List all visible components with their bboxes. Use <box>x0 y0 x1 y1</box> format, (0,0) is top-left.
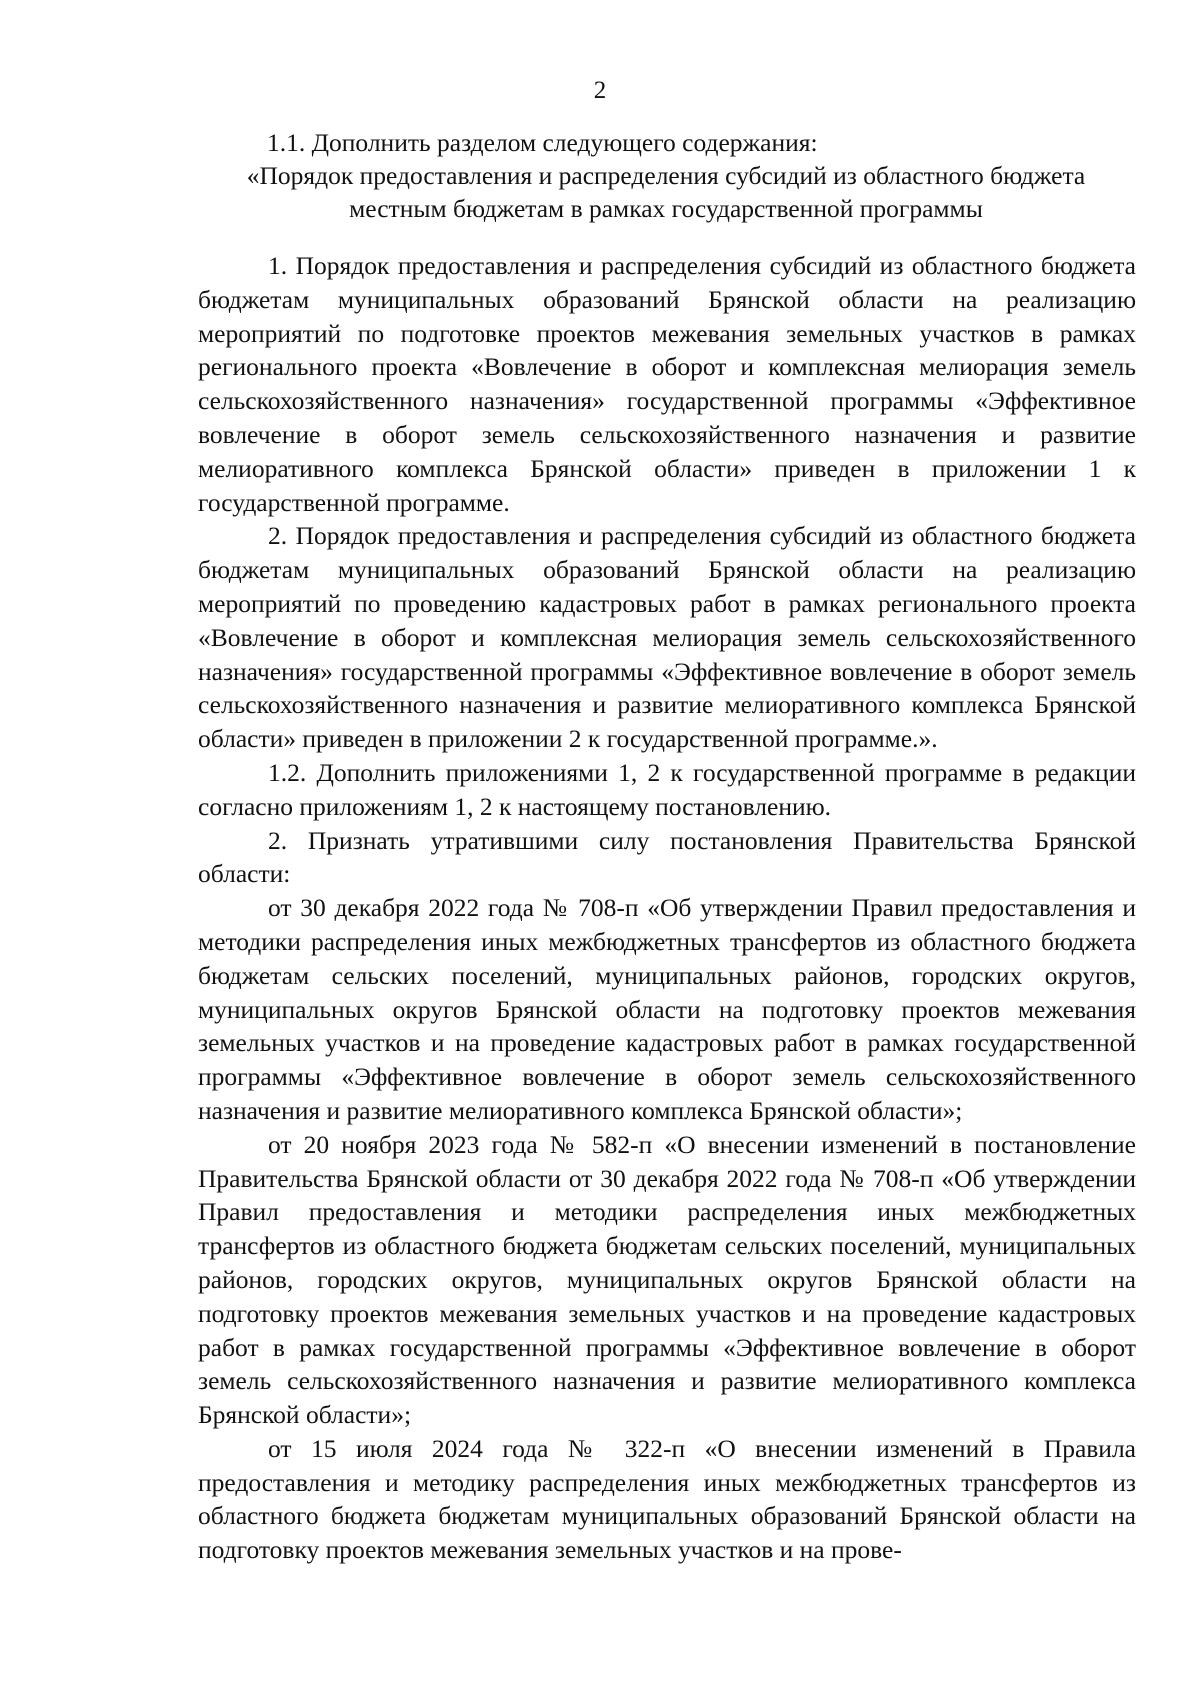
section-title-line-1: «Порядок предоставления и распределения субсидий из областного бюджета <box>246 161 1086 190</box>
paragraph-repeal-322: от 15 июля 2024 года № 322-п «О внесении изменений в Правила предоставления и методику распределения иных межбюджетных трансфертов из областного бюджета бюджетам муниципальных образований Брянской области на подготовку проектов межевания земельных участков и на прове- <box>198 1433 1136 1565</box>
paragraph-subsidy-order-2: 2. Порядок предоставления и распределения субсидий из областного бюджета бюджетам муниципальных образований Брянской области на реализацию мероприятий по проведению кадастровых работ в рамках регионального проекта «Вовлечение в оборот и комплексная мелиорация земель сельскохозяйственного назначения» государственной программы «Эффективное вовлечение в оборот земель сельскохозяйственного назначения и развитие мелиоративного комплекса Брянской области» приведен в приложении 2 к государственной программе.». <box>198 521 1136 754</box>
paragraph-repeal-708: от 30 декабря 2022 года № 708-п «Об утверждении Правил предоставления и методики распределения иных межбюджетных трансфертов из областного бюджета бюджетам сельских поселений, муниципальных районов, городских округов, муниципальных округов Брянской области на подготовку проектов межевания земельных участков и на проведение кадастровых работ в рамках государственной программы «Эффективное вовлечение в оборот земель сельскохозяйственного назначения и развитие мелиоративного комплекса Брянской области»; <box>198 893 1136 1125</box>
section-title-line-2: местным бюджетам в рамках государственной программы <box>349 194 983 223</box>
paragraph-repeal-intro: 2. Признать утратившими силу постановления Правительства Брянской области: <box>198 825 1136 889</box>
paragraph-subsidy-order-1: 1. Порядок предоставления и распределения субсидий из областного бюджета бюджетам муниципальных образований Брянской области на реализацию мероприятий по подготовке проектов межевания земельных участков в рамках регионального проекта «Вовлечение в оборот и комплексная мелиорация земель сельскохозяйственного назначения» государственной программы «Эффективное вовлечение в оборот земель сельскохозяйственного назначения и развитие мелиоративного комплекса Брянской области» приведен в приложении 1 к государственной программе. <box>198 251 1136 517</box>
paragraph-add-appendices: 1.2. Дополнить приложениями 1, 2 к государственной программе в редакции согласно приложениям 1, 2 к настоящему постановлению. <box>198 757 1136 821</box>
amendment-intro: 1.1. Дополнить разделом следующего содержания: <box>267 128 818 157</box>
page-number: 2 <box>593 77 607 104</box>
paragraph-repeal-582: от 20 ноября 2023 года № 582-п «О внесении изменений в постановление Правительства Брянской области от 30 декабря 2022 года № 708-п «Об утверждении Правил предоставления и методики распределения иных межбюджетных трансфертов из областного бюджета бюджетам сельских поселений, муниципальных районов, городских округов, муниципальных округов Брянской области на подготовку проектов межевания земельных участков и на проведение кадастровых работ в рамках государственной программы «Эффективное вовлечение в оборот земель сельскохозяйственного назначения и развитие мелиоративного комплекса Брянской области»; <box>198 1129 1136 1430</box>
document-body <box>198 249 1136 1567</box>
